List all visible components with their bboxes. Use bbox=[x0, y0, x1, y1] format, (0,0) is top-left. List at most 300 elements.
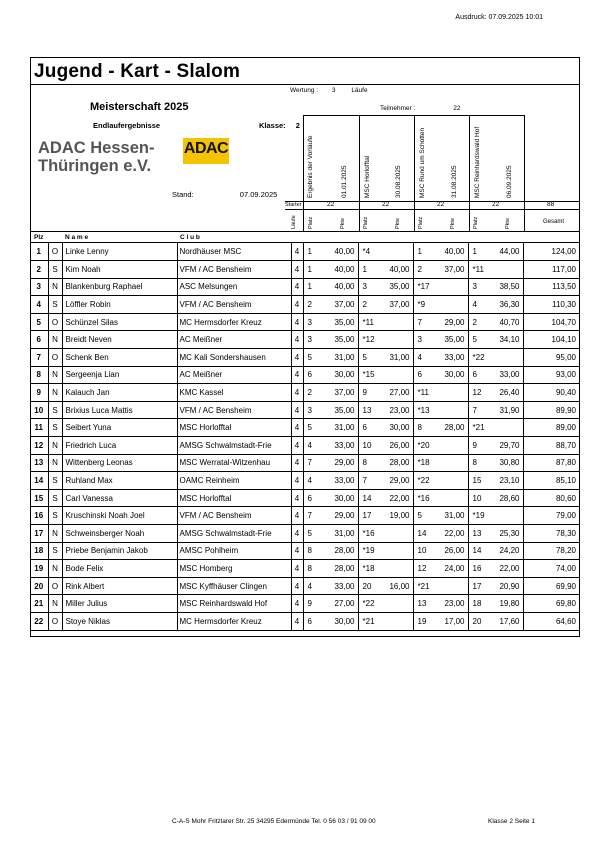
cell-s: N bbox=[48, 525, 62, 543]
cell-r4p: 13 bbox=[472, 528, 482, 538]
cell-r4v: 19,80 bbox=[486, 595, 523, 613]
cell-s: N bbox=[48, 437, 62, 455]
cell-r3p: *16 bbox=[417, 493, 430, 503]
cell-r4p: 8 bbox=[472, 458, 477, 468]
cell-r1p: 4 bbox=[307, 581, 312, 591]
cell-l: 4 bbox=[291, 384, 303, 402]
sub-header-rule bbox=[285, 209, 580, 210]
cell-r2p: *4 bbox=[362, 247, 371, 257]
cell-total: 117,00 bbox=[552, 264, 576, 274]
cell-name: Kim Noah bbox=[62, 261, 177, 279]
championship-label: Meisterschaft 2025 bbox=[90, 101, 189, 113]
cell-r4p: *21 bbox=[472, 423, 485, 433]
table-row bbox=[30, 261, 580, 279]
cell-total: 90,40 bbox=[555, 388, 576, 398]
cell-club: Nordhäuser MSC bbox=[177, 243, 291, 261]
table-row bbox=[30, 577, 580, 595]
cell-r2p: 20 bbox=[362, 581, 372, 591]
cell-r1v: 40,00 bbox=[321, 278, 358, 296]
cell-r3p: 12 bbox=[417, 563, 427, 573]
cell-club: MSC Reinhardswald Hof bbox=[177, 595, 291, 613]
cell-r2v bbox=[376, 313, 413, 331]
cell-r4p: 9 bbox=[472, 440, 477, 450]
pkte-label: Pkte bbox=[395, 217, 401, 229]
cell-r2p: *11 bbox=[362, 317, 374, 327]
cell-s: O bbox=[48, 313, 62, 331]
cell-l: 4 bbox=[291, 489, 303, 507]
run-4-date: 06.09.2025 bbox=[506, 165, 513, 198]
table-row bbox=[30, 419, 580, 437]
cell-r1v: 40,00 bbox=[321, 261, 358, 279]
cell-r4v: 24,20 bbox=[486, 542, 523, 560]
table-row bbox=[30, 525, 580, 543]
cell-r2v: 29,00 bbox=[376, 472, 413, 490]
table-row bbox=[30, 331, 580, 349]
cell-total: 78,20 bbox=[555, 546, 576, 556]
cell-r2p: 14 bbox=[362, 493, 372, 503]
cell-l: 4 bbox=[291, 296, 303, 314]
cell-l: 4 bbox=[291, 560, 303, 578]
cell-total: 87,80 bbox=[555, 458, 576, 468]
cell-r4v: 34,10 bbox=[486, 331, 523, 349]
cell-r2p: 1 bbox=[362, 264, 367, 274]
cell-r1v: 35,00 bbox=[321, 401, 358, 419]
cell-club: ASC Melsungen bbox=[177, 278, 291, 296]
footer-page: Klasse 2 Seite 1 bbox=[488, 818, 535, 825]
cell-r2p: 8 bbox=[362, 458, 367, 468]
cell-r1v: 31,00 bbox=[321, 419, 358, 437]
class-info bbox=[259, 121, 300, 130]
cell-plz: 13 bbox=[30, 454, 48, 472]
cell-l: 4 bbox=[291, 472, 303, 490]
logo-line-2: Thüringen e.V. bbox=[38, 157, 152, 175]
cell-r3v: 33,00 bbox=[431, 349, 468, 367]
cell-s: S bbox=[48, 472, 62, 490]
cell-club: MSC Horlofftal bbox=[177, 489, 291, 507]
cell-s: O bbox=[48, 577, 62, 595]
run-4-starter: 22 bbox=[492, 201, 500, 208]
cell-plz: 6 bbox=[30, 331, 48, 349]
cell-r4p: 2 bbox=[472, 317, 477, 327]
cell-s: N bbox=[48, 595, 62, 613]
footer-address: C-A-S Mohr Fritzlarer Str. 25 34295 Edermünde Tel. 0 56 03 / 91 09 00 bbox=[172, 818, 376, 825]
cell-r4p: 17 bbox=[472, 581, 482, 591]
cell-r3p: *20 bbox=[417, 440, 430, 450]
cell-r4v: 38,50 bbox=[486, 278, 523, 296]
header-top-rule bbox=[303, 115, 524, 116]
cell-r2v bbox=[376, 542, 413, 560]
cell-r3v: 28,00 bbox=[431, 419, 468, 437]
laeufe-label: Läufe bbox=[351, 87, 368, 94]
cell-l: 4 bbox=[291, 349, 303, 367]
cell-r2p: 3 bbox=[362, 282, 367, 292]
table-row bbox=[30, 437, 580, 455]
cell-s: N bbox=[48, 366, 62, 384]
cell-l: 4 bbox=[291, 542, 303, 560]
run-2-label: MSC Horlofftal bbox=[364, 155, 371, 198]
cell-r1v: 37,00 bbox=[321, 384, 358, 402]
table-row bbox=[30, 454, 580, 472]
cell-name: Schenk Ben bbox=[62, 349, 177, 367]
cell-r2p: 7 bbox=[362, 476, 367, 486]
cell-r2v: 35,00 bbox=[376, 278, 413, 296]
cell-name: Kruschinski Noah Joel bbox=[62, 507, 177, 525]
table-row bbox=[30, 472, 580, 490]
cell-r4p: *22 bbox=[472, 352, 485, 362]
cell-r2v bbox=[376, 525, 413, 543]
pkte-label: Pkte bbox=[450, 217, 456, 229]
cell-r4v: 40,70 bbox=[486, 313, 523, 331]
cell-l: 4 bbox=[291, 366, 303, 384]
title-divider bbox=[30, 84, 580, 85]
class-value: 2 bbox=[295, 121, 300, 130]
stand-info bbox=[172, 190, 277, 199]
cell-r1p: 5 bbox=[307, 528, 312, 538]
cell-r3v: 29,00 bbox=[431, 313, 468, 331]
cell-r3v bbox=[431, 489, 468, 507]
cell-club: MC Hermsdorfer Kreuz bbox=[177, 612, 291, 630]
cell-r1v: 37,00 bbox=[321, 296, 358, 314]
adac-logo bbox=[183, 138, 229, 164]
cell-l: 4 bbox=[291, 507, 303, 525]
cell-r3v bbox=[431, 437, 468, 455]
cell-total: 64,60 bbox=[555, 616, 576, 626]
cell-club: VFM / AC Bensheim bbox=[177, 401, 291, 419]
cell-r1p: 3 bbox=[307, 335, 312, 345]
run-3-starter: 22 bbox=[437, 201, 445, 208]
laeufe-col-label: Läufe bbox=[291, 215, 297, 229]
cell-s: N bbox=[48, 331, 62, 349]
cell-r3p: 2 bbox=[417, 264, 422, 274]
cell-l: 4 bbox=[291, 278, 303, 296]
cell-name: Breidt Neven bbox=[62, 331, 177, 349]
cell-l: 4 bbox=[291, 313, 303, 331]
cell-l: 4 bbox=[291, 525, 303, 543]
cell-plz: 22 bbox=[30, 612, 48, 630]
cell-s: S bbox=[48, 489, 62, 507]
cell-r4v: 17,60 bbox=[486, 612, 523, 630]
cell-r1v: 29,00 bbox=[321, 454, 358, 472]
cell-r2p: *19 bbox=[362, 546, 375, 556]
starter-label: Starter bbox=[285, 202, 302, 208]
table-row bbox=[30, 560, 580, 578]
cell-r1p: 5 bbox=[307, 423, 312, 433]
table-row bbox=[30, 366, 580, 384]
cell-club: MSC Werratal-Witzenhau bbox=[177, 454, 291, 472]
cell-plz: 21 bbox=[30, 595, 48, 613]
cell-plz: 16 bbox=[30, 507, 48, 525]
cell-name: Stoye Niklas bbox=[62, 612, 177, 630]
cell-r2p: *12 bbox=[362, 335, 375, 345]
cell-r1p: 6 bbox=[307, 370, 312, 380]
cell-r4v: 36,30 bbox=[486, 296, 523, 314]
cell-r3v: 23,00 bbox=[431, 595, 468, 613]
cell-l: 4 bbox=[291, 437, 303, 455]
cell-r3p: 3 bbox=[417, 335, 422, 345]
cell-club: MC Kali Sondershausen bbox=[177, 349, 291, 367]
cell-s: N bbox=[48, 560, 62, 578]
cell-club: VFM / AC Bensheim bbox=[177, 507, 291, 525]
cell-r1p: 2 bbox=[307, 300, 312, 310]
cell-r4v: 33,00 bbox=[486, 366, 523, 384]
cell-r1p: 6 bbox=[307, 616, 312, 626]
cell-s: N bbox=[48, 384, 62, 402]
cell-club: AMSG Schwalmstadt-Frie bbox=[177, 525, 291, 543]
cell-r4p: 18 bbox=[472, 599, 482, 609]
table-row bbox=[30, 489, 580, 507]
cell-r4v bbox=[486, 419, 523, 437]
run-1-starter: 22 bbox=[327, 201, 335, 208]
cell-r4p: 4 bbox=[472, 300, 477, 310]
cell-plz: 18 bbox=[30, 542, 48, 560]
cell-s: S bbox=[48, 542, 62, 560]
cell-r4p: *11 bbox=[472, 264, 484, 274]
run-1-date: 01.01.2025 bbox=[341, 165, 348, 198]
cell-r3v bbox=[431, 278, 468, 296]
cell-r1v: 35,00 bbox=[321, 313, 358, 331]
cell-plz: 5 bbox=[30, 313, 48, 331]
total-starter: 88 bbox=[547, 201, 555, 208]
cell-total: 113,50 bbox=[552, 282, 576, 292]
cell-name: Ruhland Max bbox=[62, 472, 177, 490]
table-row bbox=[30, 349, 580, 367]
cell-r1p: 6 bbox=[307, 493, 312, 503]
cell-r3v: 22,00 bbox=[431, 525, 468, 543]
class-label: Klasse: bbox=[259, 121, 286, 130]
cell-r4v: 44,00 bbox=[486, 243, 523, 261]
cell-club: AMSG Schwalmstadt-Frie bbox=[177, 437, 291, 455]
cell-total: 69,90 bbox=[555, 581, 576, 591]
cell-r3p: 8 bbox=[417, 423, 422, 433]
table-row bbox=[30, 384, 580, 402]
final-results-label: Endlaufergebnisse bbox=[93, 121, 161, 130]
run-3-date: 31.08.2025 bbox=[451, 165, 458, 198]
cell-plz: 17 bbox=[30, 525, 48, 543]
cell-l: 4 bbox=[291, 419, 303, 437]
cell-r1p: 5 bbox=[307, 352, 312, 362]
cell-name: Friedrich Luca bbox=[62, 437, 177, 455]
cell-name: Sergeenja Lian bbox=[62, 366, 177, 384]
cell-plz: 1 bbox=[30, 243, 48, 261]
cell-name: Seibert Yuna bbox=[62, 419, 177, 437]
table-row bbox=[30, 296, 580, 314]
table-row bbox=[30, 278, 580, 296]
cell-r1p: 1 bbox=[307, 247, 312, 257]
col-plz: Plz bbox=[34, 234, 44, 241]
cell-r3p: *13 bbox=[417, 405, 430, 415]
cell-total: 74,00 bbox=[555, 563, 576, 573]
cell-r3p: 5 bbox=[417, 511, 422, 521]
cell-r1p: 9 bbox=[307, 599, 312, 609]
cell-r3p: *21 bbox=[417, 581, 430, 591]
cell-r3v: 35,00 bbox=[431, 331, 468, 349]
cell-total: 104,10 bbox=[551, 335, 576, 345]
cell-r1v: 31,00 bbox=[321, 349, 358, 367]
cell-r3p: *22 bbox=[417, 476, 430, 486]
table-row bbox=[30, 595, 580, 613]
cell-r2p: *18 bbox=[362, 563, 375, 573]
cell-r2v: 31,00 bbox=[376, 349, 413, 367]
cell-total: 89,00 bbox=[555, 423, 576, 433]
cell-l: 4 bbox=[291, 454, 303, 472]
cell-r1p: 1 bbox=[307, 282, 312, 292]
cell-r1p: 8 bbox=[307, 546, 312, 556]
cell-club: VFM / AC Bensheim bbox=[177, 296, 291, 314]
cell-r4v: 23,10 bbox=[486, 472, 523, 490]
cell-s: S bbox=[48, 507, 62, 525]
cell-r1v: 33,00 bbox=[321, 577, 358, 595]
cell-r2v: 40,00 bbox=[376, 261, 413, 279]
cell-r1v: 31,00 bbox=[321, 525, 358, 543]
cell-r3v bbox=[431, 296, 468, 314]
cell-total: 110,30 bbox=[552, 300, 576, 310]
cell-r3v: 40,00 bbox=[431, 243, 468, 261]
wertung-label: Wertung : bbox=[290, 87, 319, 94]
stand-value: 07.09.2025 bbox=[239, 190, 278, 199]
run-2-date: 30.08.2025 bbox=[395, 165, 402, 198]
cell-r2p: *22 bbox=[362, 599, 375, 609]
cell-total: 104,70 bbox=[551, 317, 576, 327]
total-label: Gesamt bbox=[543, 219, 565, 225]
cell-r4p: 20 bbox=[472, 616, 482, 626]
cell-plz: 10 bbox=[30, 401, 48, 419]
cell-r1v: 30,00 bbox=[321, 489, 358, 507]
cell-r2v bbox=[376, 243, 413, 261]
cell-club: KMC Kassel bbox=[177, 384, 291, 402]
cell-r2v: 30,00 bbox=[376, 419, 413, 437]
cell-s: N bbox=[48, 454, 62, 472]
participants-value: 22 bbox=[453, 105, 461, 112]
cell-r2v: 37,00 bbox=[376, 296, 413, 314]
cell-r4v bbox=[486, 507, 523, 525]
cell-club: VFM / AC Bensheim bbox=[177, 261, 291, 279]
cell-r2v bbox=[376, 560, 413, 578]
cell-r2v bbox=[376, 595, 413, 613]
cell-r4p: 15 bbox=[472, 476, 482, 486]
cell-club: MSC Horlofftal bbox=[177, 419, 291, 437]
table-row bbox=[30, 313, 580, 331]
cell-name: Blankenburg Raphael bbox=[62, 278, 177, 296]
cell-plz: 2 bbox=[30, 261, 48, 279]
cell-r4p: 12 bbox=[472, 388, 482, 398]
cell-r1p: 4 bbox=[307, 440, 312, 450]
cell-r3p: 7 bbox=[417, 317, 422, 327]
cell-r2v: 27,00 bbox=[376, 384, 413, 402]
cell-r3p: 14 bbox=[417, 528, 427, 538]
adac-logo-text: ADAC bbox=[183, 140, 229, 157]
cell-r2p: 10 bbox=[362, 440, 372, 450]
cell-r1v: 40,00 bbox=[321, 243, 358, 261]
cell-r2v: 19,00 bbox=[376, 507, 413, 525]
cell-name: Kalauch Jan bbox=[62, 384, 177, 402]
cell-r1p: 1 bbox=[307, 264, 312, 274]
cell-r2v: 16,00 bbox=[376, 577, 413, 595]
cell-s: S bbox=[48, 419, 62, 437]
cell-r4v bbox=[486, 261, 523, 279]
cell-r4v: 29,70 bbox=[486, 437, 523, 455]
cell-r4p: 16 bbox=[472, 563, 482, 573]
pkte-label: Pkte bbox=[340, 217, 346, 229]
cell-r4v: 31,90 bbox=[486, 401, 523, 419]
cell-r1v: 29,00 bbox=[321, 507, 358, 525]
cell-name: Carl Vanessa bbox=[62, 489, 177, 507]
cell-r2p: 2 bbox=[362, 300, 367, 310]
cell-r4v: 30,80 bbox=[486, 454, 523, 472]
cell-r3v: 17,00 bbox=[431, 612, 468, 630]
cell-name: Priebe Benjamin Jakob bbox=[62, 542, 177, 560]
cell-total: 79,00 bbox=[555, 511, 576, 521]
cell-total: 95,00 bbox=[555, 352, 576, 362]
cell-r1v: 28,00 bbox=[321, 560, 358, 578]
cell-name: Linke Lenny bbox=[62, 243, 177, 261]
cell-plz: 3 bbox=[30, 278, 48, 296]
cell-r3v: 24,00 bbox=[431, 560, 468, 578]
cell-r1v: 30,00 bbox=[321, 612, 358, 630]
cell-name: Brixius Luca Mattis bbox=[62, 401, 177, 419]
cell-r4p: 3 bbox=[472, 282, 477, 292]
run-3-label: MSC Rund um Schotten bbox=[419, 127, 426, 198]
cell-l: 4 bbox=[291, 577, 303, 595]
cell-club: AC Meißner bbox=[177, 366, 291, 384]
table-row bbox=[30, 243, 580, 261]
cell-r2v bbox=[376, 331, 413, 349]
cell-plz: 19 bbox=[30, 560, 48, 578]
cell-r2v bbox=[376, 612, 413, 630]
cell-s: S bbox=[48, 296, 62, 314]
cell-r4v: 20,90 bbox=[486, 577, 523, 595]
header-divider bbox=[359, 115, 360, 231]
cell-r3v bbox=[431, 577, 468, 595]
platz-label: Platz bbox=[363, 216, 369, 229]
cell-l: 4 bbox=[291, 261, 303, 279]
cell-r4v: 25,30 bbox=[486, 525, 523, 543]
cell-r3v bbox=[431, 384, 468, 402]
cell-r1p: 3 bbox=[307, 405, 312, 415]
cell-r3v: 30,00 bbox=[431, 366, 468, 384]
cell-r3p: 6 bbox=[417, 370, 422, 380]
cell-r1p: 7 bbox=[307, 458, 312, 468]
cell-r2p: 6 bbox=[362, 423, 367, 433]
cell-r3p: 19 bbox=[417, 616, 427, 626]
cell-s: O bbox=[48, 349, 62, 367]
header-divider bbox=[524, 115, 525, 231]
print-timestamp: Ausdruck: 07.09.2025 10:01 bbox=[455, 14, 543, 21]
cell-s: N bbox=[48, 278, 62, 296]
col-name: N a m e bbox=[65, 234, 89, 241]
cell-name: Wittenberg Leonas bbox=[62, 454, 177, 472]
cell-r2p: 13 bbox=[362, 405, 372, 415]
cell-plz: 20 bbox=[30, 577, 48, 595]
cell-r4p: 7 bbox=[472, 405, 477, 415]
table-row bbox=[30, 612, 580, 630]
wertung-value: 3 bbox=[331, 87, 336, 94]
cell-l: 4 bbox=[291, 612, 303, 630]
cell-r2p: 5 bbox=[362, 352, 367, 362]
cell-r3p: 10 bbox=[417, 546, 427, 556]
cell-r1p: 4 bbox=[307, 476, 312, 486]
stand-label: Stand: bbox=[172, 190, 194, 199]
header-divider bbox=[469, 115, 470, 231]
cell-name: Miller Julius bbox=[62, 595, 177, 613]
cell-r2v: 22,00 bbox=[376, 489, 413, 507]
cell-plz: 8 bbox=[30, 366, 48, 384]
cell-r3v bbox=[431, 454, 468, 472]
cell-total: 93,00 bbox=[555, 370, 576, 380]
cell-club: AMSC Pohlheim bbox=[177, 542, 291, 560]
cell-plz: 14 bbox=[30, 472, 48, 490]
cell-club: MC Hermsdorfer Kreuz bbox=[177, 313, 291, 331]
cell-total: 78,30 bbox=[555, 528, 576, 538]
